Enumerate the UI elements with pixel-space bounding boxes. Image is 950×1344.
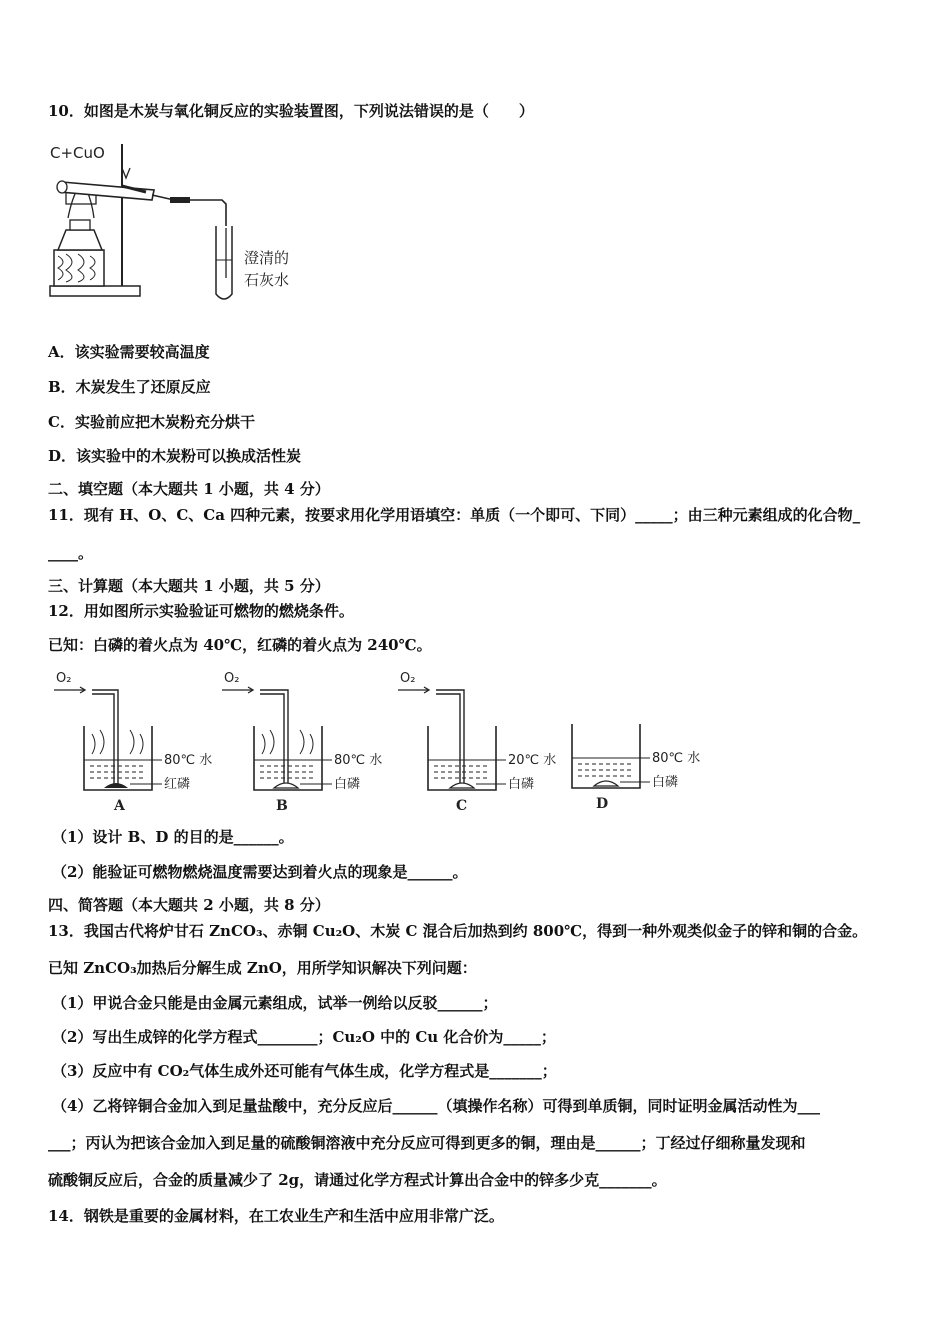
q10-option-b[interactable]: B．木炭发生了还原反应 (48, 378, 211, 396)
beaker-a-temp: 80℃ 水 (164, 753, 213, 768)
q14-stem: 14．钢铁是重要的金属材料，在工农业生产和生活中应用非常广泛。 (48, 1207, 504, 1225)
q10-option-d[interactable]: D．该实验中的木炭粉可以换成活性炭 (48, 447, 302, 465)
q10-option-a[interactable]: A．该实验需要较高温度 (48, 343, 210, 361)
beaker-a-letter: A (114, 798, 125, 814)
beaker-b-temp: 80℃ 水 (334, 753, 383, 768)
q13-line-1: 13．我国古代将炉甘石 ZnCO₃、赤铜 Cu₂O、木炭 C 混合后加热到约 800℃，得到一种外观类似金子的锌和铜的合金。 (48, 922, 868, 940)
o2-label-a: O₂ (56, 671, 72, 686)
section-2-title: 二、填空题（本大题共 1 小题，共 4 分） (48, 480, 330, 498)
q13-sub-4-line-1: （4）乙将锌铜合金加入到足量盐酸中，充分反应后______（填操作名称）可得到单质铜，同时证明金属活动性为___ (52, 1097, 820, 1115)
q13-line-2: 已知 ZnCO₃加热后分解生成 ZnO，用所学知识解决下列问题： (48, 959, 477, 977)
section-3-title: 三、计算题（本大题共 1 小题，共 5 分） (48, 577, 330, 595)
beaker-c (398, 671, 556, 814)
q10-stem: 10．如图是木炭与氧化铜反应的实验装置图，下列说法错误的是（ ） (48, 102, 534, 120)
limewater-label-1: 澄清的 (244, 249, 290, 267)
q11-line-1: 11．现有 H、O、C、Ca 四种元素，按要求用化学用语填空：单质（一个即可、下同）_____；由三种元素组成的化合物_ (48, 506, 861, 524)
beaker-b-letter: B (276, 798, 288, 814)
q13-sub-3: （3）反应中有 CO₂气体生成外还可能有气体生成，化学方程式是_______； (52, 1062, 557, 1080)
q13-sub-4-line-2: ___；丙认为把该合金加入到足量的硫酸铜溶液中充分反应可得到更多的铜，理由是______；丁经过仔细称量发现和 (48, 1134, 806, 1152)
beaker-b-sample: 白磷 (334, 777, 361, 792)
o2-label-b: O₂ (224, 671, 240, 686)
q13-sub-1: （1）甲说合金只能是由金属元素组成，试举一例给以反驳______； (52, 994, 498, 1012)
reagent-label: C+CuO (50, 144, 105, 162)
limewater-label-2: 石灰水 (244, 271, 290, 289)
beaker-c-temp: 20℃ 水 (508, 753, 557, 768)
beaker-d-sample: 白磷 (652, 775, 679, 790)
beaker-b (222, 671, 382, 814)
q12-sub-2: （2）能验证可燃物燃烧温度需要达到着火点的现象是______。 (52, 863, 468, 881)
beaker-a-sample: 红磷 (164, 777, 191, 792)
q11-line-2: ____。 (48, 544, 94, 562)
beaker-c-sample: 白磷 (508, 777, 535, 792)
q13-sub-4-line-3: 硫酸铜反应后，合金的质量减少了 2g，请通过化学方程式计算出合金中的锌多少克_______。 (48, 1171, 667, 1189)
combustion-beakers-figure (44, 666, 724, 816)
q13-sub-2: （2）写出生成锌的化学方程式________；Cu₂O 中的 Cu 化合价为_____； (52, 1028, 556, 1046)
beaker-a (54, 671, 212, 814)
q12-known: 已知：白磷的着火点为 40℃，红磷的着火点为 240℃。 (48, 636, 432, 654)
q12-stem: 12．用如图所示实验验证可燃物的燃烧条件。 (48, 602, 354, 620)
section-4-title: 四、简答题（本大题共 2 小题，共 8 分） (48, 896, 330, 914)
charcoal-cuo-apparatus (44, 138, 314, 308)
o2-label-c: O₂ (400, 671, 416, 686)
q12-sub-1: （1）设计 B、D 的目的是______。 (52, 828, 294, 846)
beaker-d-temp: 80℃ 水 (652, 751, 701, 766)
beaker-c-letter: C (456, 798, 468, 814)
q10-option-c[interactable]: C．实验前应把木炭粉充分烘干 (48, 413, 255, 431)
beaker-d (572, 724, 700, 812)
beaker-d-letter: D (596, 796, 609, 812)
